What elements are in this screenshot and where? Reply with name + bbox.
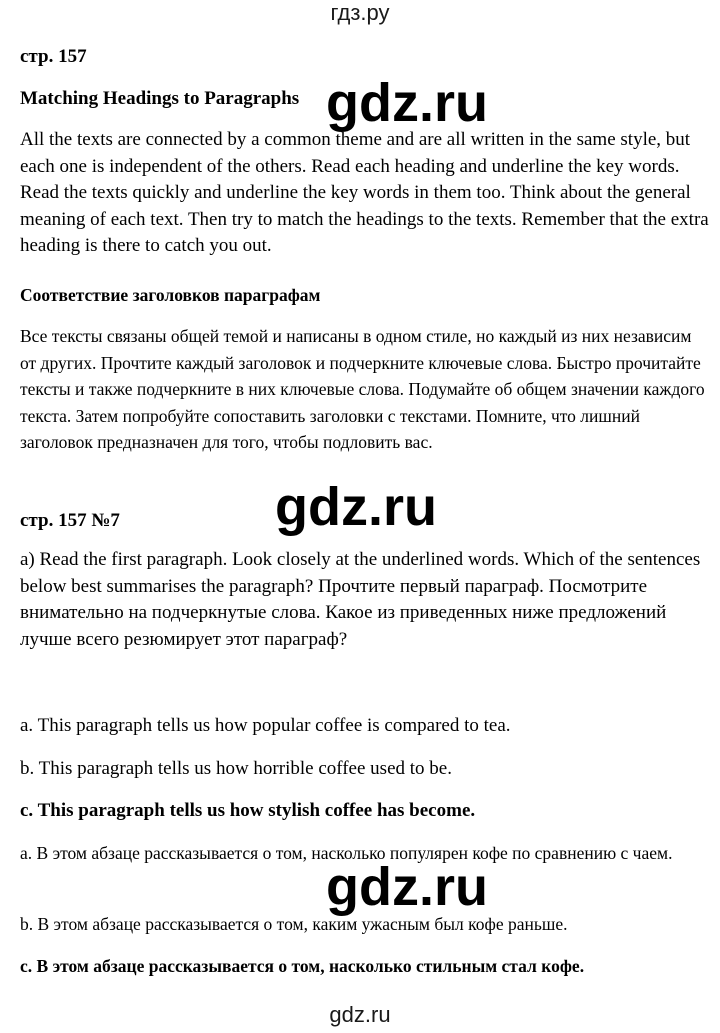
option-c-ru: с. В этом абзаце рассказывается о том, насколько стильным стал кофе. [20, 956, 585, 976]
exercise-question: a) Read the first paragraph. Look closely at the underlined words. Which of the sentences below best summarises the paragraph? Прочтите первый параграф. Посмотрите внимательно на подчеркнутые слова. Какое из приведенных ниже предложений лучше всего резюмирует этот параграф? [20, 549, 701, 650]
watermark: gdz.ru [326, 73, 488, 133]
option-a-en: a. This paragraph tells us how popular coffee is compared to tea. [20, 715, 511, 736]
watermark: gdz.ru [275, 477, 437, 537]
option-a-ru: а. В этом абзаце рассказывается о том, насколько популярен кофе по сравнению с чаем. [20, 843, 673, 863]
section-body-ru: Все тексты связаны общей темой и написаны в одном стиле, но каждый из них независим от других. Прочтите каждый заголовок и подчеркните ключевые слова. Быстро прочитайте тексты и также подчеркните в них ключевые слова. Подумайте об общем значении каждого текста. Затем попробуйте сопоставить заголовки с текстами. Помните, что лишний заголовок предназначен для того, чтобы подловить вас. [20, 326, 705, 452]
section-title-en: Matching Headings to Paragraphs [20, 88, 300, 109]
option-c-en: c. This paragraph tells us how stylish coffee has become. [20, 800, 476, 821]
watermark: gdz.ru [326, 857, 488, 917]
exercise-reference: стр. 157 №7 [20, 510, 120, 531]
option-b-en: b. This paragraph tells us how horrible coffee used to be. [20, 758, 452, 779]
section-body-en: All the texts are connected by a common theme and are all written in the same style, but each one is independent of the others. Read each heading and underline the key words. Read the texts quickly and underline the key words in them too. Think about the general meaning of each text. Then try to match the headings to the texts. Remember that the extra heading is there to catch you out. [20, 129, 709, 256]
page-reference: стр. 157 [20, 46, 87, 67]
option-b-ru: b. В этом абзаце рассказывается о том, каким ужасным был кофе раньше. [20, 914, 568, 934]
section-title-ru: Соответствие заголовков параграфам [20, 285, 321, 305]
site-footer[interactable]: gdz.ru [329, 1002, 391, 1027]
site-header[interactable]: гдз.ру [330, 0, 390, 25]
